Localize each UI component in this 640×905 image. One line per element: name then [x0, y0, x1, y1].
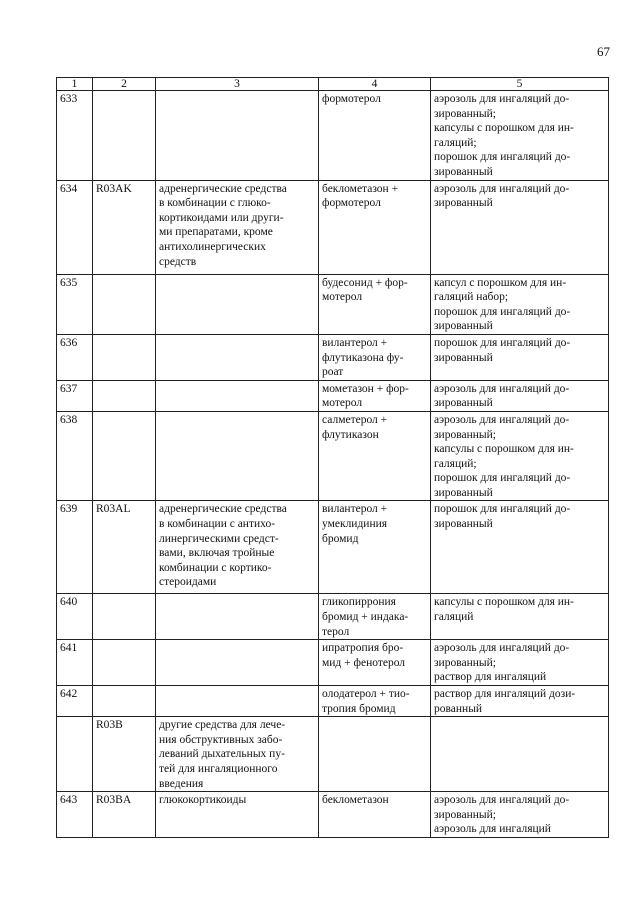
drug-name-text: салметерол + флутиказон	[322, 413, 388, 441]
table-row	[57, 91, 609, 181]
table-row	[57, 686, 609, 717]
row-number-text: 639	[60, 503, 78, 516]
column-header-4: 4	[319, 78, 431, 91]
drug-name-text: мометазон + фор- мотерол	[322, 382, 409, 410]
table-row	[57, 274, 609, 334]
drug-name-text: формотерол	[322, 93, 381, 105]
drug-name-text: гликопиррония бромид + индака- терол	[322, 596, 409, 638]
row-number-text: 640	[60, 596, 78, 609]
column-header-3: 3	[156, 78, 319, 91]
atc-code-cell	[93, 411, 156, 501]
drug-name-text: олодатерол + тио- тропия бромид	[322, 688, 410, 715]
drug-name-cell	[319, 501, 431, 594]
atc-code-cell	[93, 180, 156, 274]
drug-name-text: вилантерол + флутиказона фу- роат	[322, 336, 404, 379]
atc-group-cell	[156, 640, 319, 686]
drug-name-cell	[319, 411, 431, 501]
atc-code-cell	[93, 640, 156, 686]
drug-name-cell	[319, 792, 431, 838]
dosage-form-cell	[431, 501, 609, 594]
atc-code-cell	[93, 792, 156, 838]
row-number-cell	[57, 91, 93, 181]
dosage-form-text: порошок для ингаляций до- зированный	[434, 503, 571, 531]
dosage-form-text: аэрозоль для ингаляций до- зированный; капсулы с порошком для ин- галяций; порошок для ингаляций до- зированный	[434, 413, 574, 499]
dosage-form-cell	[431, 792, 609, 838]
atc-code-cell	[93, 274, 156, 334]
dosage-form-cell	[431, 411, 609, 501]
table-body	[57, 91, 609, 838]
drug-name-text: будесонид + фор- мотерол	[322, 276, 408, 304]
dosage-form-cell	[431, 717, 609, 792]
drug-name-cell	[319, 334, 431, 380]
drug-name-cell	[319, 686, 431, 717]
dosage-form-cell	[431, 380, 609, 411]
drug-name-text: беклометазон	[322, 794, 389, 807]
row-number-cell	[57, 686, 93, 717]
table-row	[57, 717, 609, 792]
row-number-text: 635	[60, 276, 78, 289]
column-header-2: 2	[93, 78, 156, 91]
column-header-1: 1	[57, 78, 93, 91]
row-number-cell	[57, 640, 93, 686]
atc-group-cell	[156, 334, 319, 380]
dosage-form-text: аэрозоль для ингаляций до- зированный; аэрозоль для ингаляций	[434, 794, 570, 836]
row-number-cell	[57, 792, 93, 838]
table-row	[57, 411, 609, 501]
atc-code-cell	[93, 334, 156, 380]
medication-table	[56, 77, 609, 838]
atc-group-cell	[156, 411, 319, 501]
page-number: 67	[597, 44, 610, 59]
dosage-form-text: порошок для ингаляций до- зированный	[434, 336, 571, 364]
atc-code-cell	[93, 501, 156, 594]
dosage-form-text: капсул с порошком для ин- галяций набор; порошок для ингаляций до- зированный	[434, 276, 571, 333]
row-number-cell	[57, 717, 93, 792]
drug-name-cell	[319, 180, 431, 274]
row-number-text: 636	[60, 336, 78, 349]
atc-code-text: R03AK	[96, 182, 132, 195]
table-row	[57, 501, 609, 594]
dosage-form-cell	[431, 640, 609, 686]
atc-group-cell	[156, 594, 319, 640]
row-number-text: 641	[60, 642, 78, 655]
table-row	[57, 334, 609, 380]
dosage-form-cell	[431, 334, 609, 380]
atc-code-cell	[93, 380, 156, 411]
dosage-form-text: аэрозоль для ингаляций до- зированный	[434, 382, 570, 410]
atc-code-text: R03BA	[96, 794, 132, 807]
row-number-cell	[57, 411, 93, 501]
atc-group-cell	[156, 501, 319, 594]
drug-name-cell	[319, 91, 431, 181]
atc-code-cell	[93, 594, 156, 640]
atc-group-cell	[156, 180, 319, 274]
atc-group-text: адренергические средства в комбинации с глюко- кортикоидами или други- ми препаратами, кроме антихолинергических средств	[159, 182, 287, 268]
drug-name-text: ипратропия бро- мид + фенотерол	[322, 642, 406, 669]
table-header-row	[57, 78, 609, 91]
table-row	[57, 594, 609, 640]
dosage-form-text: аэрозоль для ингаляций до- зированный; капсулы с порошком для ин- галяций; порошок для ингаляций до- зированный	[434, 93, 574, 178]
row-number-text: 642	[60, 688, 78, 701]
atc-code-cell	[93, 717, 156, 792]
row-number-cell	[57, 501, 93, 594]
dosage-form-text: аэрозоль для ингаляций до- зированный	[434, 182, 570, 210]
atc-group-cell	[156, 380, 319, 411]
dosage-form-cell	[431, 180, 609, 274]
row-number-text: 643	[60, 794, 78, 807]
atc-group-cell	[156, 686, 319, 717]
drug-name-text: беклометазон + формотерол	[322, 182, 399, 210]
row-number-text: 634	[60, 182, 78, 195]
table-row	[57, 180, 609, 274]
atc-group-cell	[156, 717, 319, 792]
atc-group-cell	[156, 274, 319, 334]
drug-name-text: вилантерол + умеклидиния бромид	[322, 503, 388, 545]
drug-name-cell	[319, 594, 431, 640]
atc-code-text: R03AL	[96, 503, 131, 516]
row-number-cell	[57, 334, 93, 380]
atc-group-text: глюкокортикоиды	[159, 794, 247, 807]
row-number-cell	[57, 594, 93, 640]
atc-code-cell	[93, 686, 156, 717]
dosage-form-cell	[431, 594, 609, 640]
row-number-cell	[57, 380, 93, 411]
atc-group-text: другие средства для лече- ния обструктивных забо- леваний дыхательных пу- тей для ингаляционного введения	[159, 719, 286, 790]
table-row	[57, 640, 609, 686]
row-number-cell	[57, 180, 93, 274]
atc-group-cell	[156, 91, 319, 181]
drug-name-cell	[319, 640, 431, 686]
dosage-form-text: капсулы с порошком для ин- галяций	[434, 596, 574, 624]
drug-name-cell	[319, 380, 431, 411]
dosage-form-cell	[431, 686, 609, 717]
atc-group-cell	[156, 792, 319, 838]
atc-code-cell	[93, 91, 156, 181]
drug-name-cell	[319, 717, 431, 792]
column-header-5: 5	[431, 78, 609, 91]
dosage-form-text: аэрозоль для ингаляций до- зированный; раствор для ингаляций	[434, 642, 570, 684]
dosage-form-text: раствор для ингаляций дози- рованный	[434, 688, 576, 715]
atc-code-text: R03B	[96, 719, 123, 732]
dosage-form-cell	[431, 274, 609, 334]
atc-group-text: адренергические средства в комбинации с антихо- линергическими средст- вами, включая тройные комбинации с кортико- стероидами	[159, 503, 287, 589]
table-row	[57, 380, 609, 411]
dosage-form-cell	[431, 91, 609, 181]
table-row	[57, 792, 609, 838]
row-number-text: 633	[60, 93, 78, 105]
row-number-text: 638	[60, 413, 78, 426]
row-number-text: 637	[60, 382, 78, 395]
row-number-cell	[57, 274, 93, 334]
drug-name-cell	[319, 274, 431, 334]
